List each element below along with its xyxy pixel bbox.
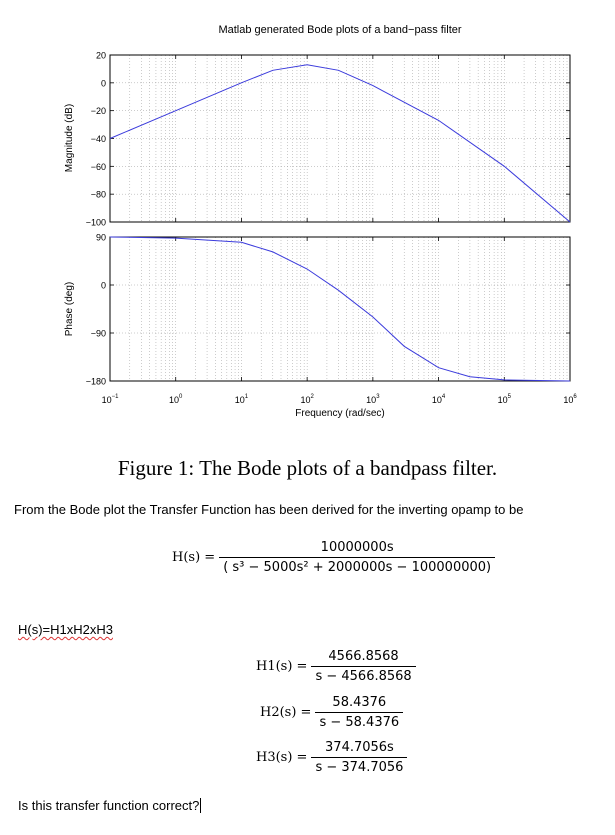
h3-denominator: s − 374.7056 [311,757,407,775]
x-tick-label: $10^3$ [366,394,380,405]
phase-y-label: Phase (deg) [64,281,75,337]
h3-lhs: H3(s) = [256,750,308,765]
plot-title: Matlab generated Bode plots of a band−pass filter [218,24,462,36]
main-eq-fraction [219,540,495,575]
x-tick-label: $10^6$ [563,394,577,405]
magnitude-y-tick-label: −80 [90,189,106,200]
main-transfer-function [172,540,495,575]
magnitude-y-tick-label: 0 [100,78,106,89]
magnitude-y-label: Magnitude (dB) [64,103,75,173]
question-text[interactable] [18,798,201,813]
magnitude-y-tick-label: −40 [90,134,106,144]
h1-fraction [311,649,415,684]
x-axis-label: Frequency (rad/sec) [295,408,385,419]
h2-fraction [315,695,403,730]
product-text-value: H(s)=H1xH2xH3 [18,622,113,637]
h1-lhs: H1(s) = [256,659,308,674]
x-tick-label: $10^{-1}$ [101,394,119,405]
magnitude-y-ticks [86,51,570,228]
h1-numerator: 4566.8568 [328,649,399,664]
h3-equation [256,740,407,775]
main-eq-denominator: ( s³ − 5000s² + 2000000s − 100000000) [219,557,495,575]
x-tick-label: $10^2$ [300,394,314,405]
magnitude-y-tick-label: −60 [90,161,106,172]
frequency-x-ticks [102,394,578,405]
magnitude-y-tick-label: −20 [90,106,106,117]
x-tick-label: $10^5$ [497,394,511,405]
magnitude-y-tick-label: −100 [85,217,106,228]
h3-fraction [311,740,407,775]
phase-y-ticks [86,233,570,387]
h2-equation [260,695,403,730]
x-tick-label: $10^4$ [431,394,446,405]
main-eq-numerator: 10000000s [320,540,394,555]
h2-numerator: 58.4376 [332,695,387,710]
intro-text: From the Bode plot the Transfer Function has been derived for the inverting opamp to be [14,502,524,517]
phase-y-tick-label: −90 [90,328,106,339]
magnitude-curve [110,65,570,222]
main-eq-lhs: H(s) = [172,550,216,565]
phase-curve [110,237,570,381]
phase-y-tick-label: 0 [100,280,106,291]
figure-caption: Figure 1: The Bode plots of a bandpass filter. [117,456,498,480]
h1-equation [256,649,416,684]
h3-numerator: 374.7056s [325,740,394,755]
h1-denominator: s − 4566.8568 [311,666,415,684]
magnitude-grid [110,55,570,222]
h2-denominator: s − 58.4376 [315,712,403,730]
x-tick-label: $10^1$ [234,394,249,405]
magnitude-y-tick-label: 20 [95,50,106,61]
product-text [18,622,113,637]
question-text-value: Is this transfer function correct? [18,798,200,813]
phase-axes-frame [110,237,570,381]
phase-y-tick-label: −180 [85,376,106,387]
h2-lhs: H2(s) = [260,705,312,720]
text-cursor [200,798,201,813]
x-tick-label: $10^0$ [169,394,183,405]
phase-y-tick-label: 90 [95,232,106,243]
phase-grid [110,237,570,381]
